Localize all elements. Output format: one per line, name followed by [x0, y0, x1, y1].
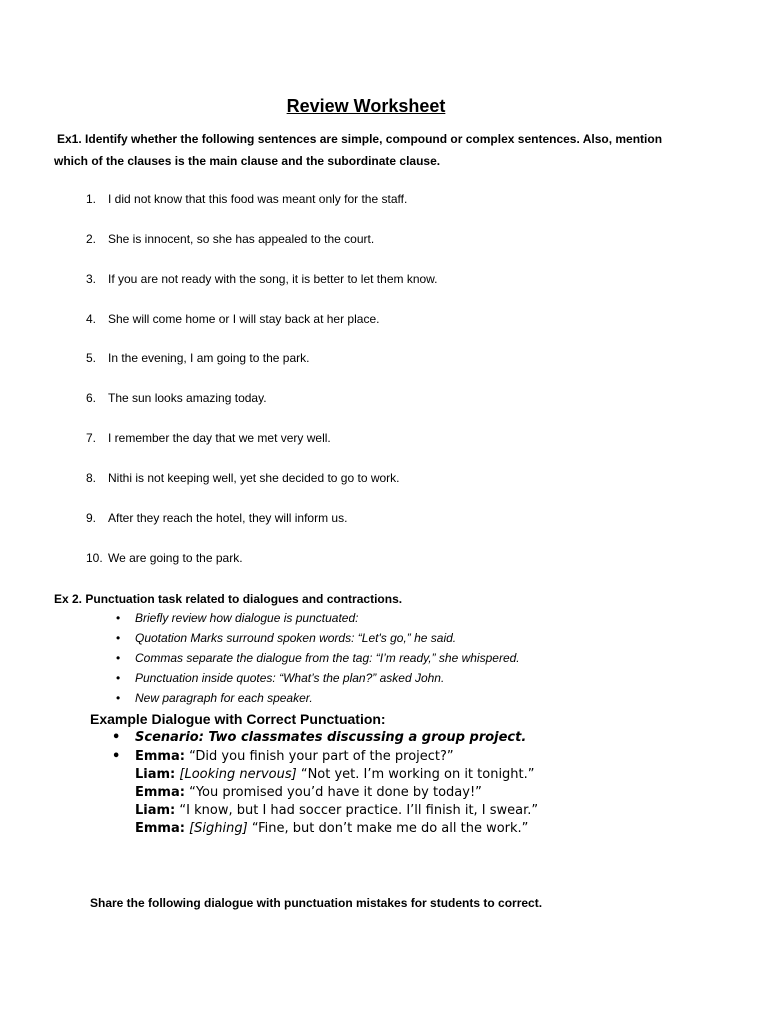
- example-dialogue-list: [112, 729, 538, 838]
- spoken-text: “You promised you’d have it done by today!”: [184, 785, 482, 800]
- list-item: [0, 549, 600, 567]
- list-item: [0, 190, 600, 208]
- item-text: Quotation Marks surround spoken words: “Let's go,” he said.: [135, 631, 457, 645]
- punctuation-review-list: [116, 609, 520, 709]
- item-text: If you are not ready with the song, it is better to let them know.: [108, 272, 438, 286]
- list-item: [116, 649, 520, 669]
- item-text: Nithi is not keeping well, yet she decided to go to work.: [108, 471, 400, 485]
- speaker-name: Emma:: [135, 749, 185, 764]
- spoken-text: “Fine, but don’t make me do all the work.”: [247, 821, 529, 836]
- bullet-icon: •: [116, 631, 121, 645]
- stage-direction: [Sighing]: [184, 821, 248, 836]
- stage-direction: [Looking nervous]: [175, 767, 297, 782]
- item-text: The sun looks amazing today.: [108, 391, 267, 405]
- item-number: 9.: [86, 511, 97, 525]
- item-text: In the evening, I am going to the park.: [108, 351, 310, 365]
- dialogue-line: [135, 802, 538, 820]
- item-number: 1.: [86, 192, 97, 206]
- bullet-icon: •: [112, 730, 121, 745]
- list-item: [0, 270, 600, 288]
- scenario-text: Scenario: Two classmates discussing a group project.: [135, 730, 527, 745]
- ex1-instruction-line1: Identify whether the following sentences are simple, compound or complex sentences. Also, mention: [85, 132, 663, 146]
- list-item: [0, 429, 600, 447]
- bullet-icon: •: [116, 691, 121, 705]
- list-item: [0, 349, 600, 367]
- speaker-name: Liam:: [135, 803, 176, 818]
- item-text: Briefly review how dialogue is punctuated:: [135, 611, 359, 625]
- item-text: She will come home or I will stay back at her place.: [108, 312, 380, 326]
- dialogue-line: [135, 784, 538, 802]
- bullet-icon: •: [116, 671, 121, 685]
- list-item: [0, 509, 600, 527]
- speaker-name: Emma:: [135, 785, 185, 800]
- item-text: I remember the day that we met very well.: [108, 431, 331, 445]
- share-instruction: Share the following dialogue with punctuation mistakes for students to correct.: [90, 896, 543, 910]
- item-number: 3.: [86, 272, 97, 286]
- dialogue-line: [135, 766, 538, 784]
- ex1-instruction-line2: which of the clauses is the main clause and the subordinate clause.: [54, 154, 441, 168]
- bullet-icon: •: [112, 749, 121, 764]
- item-number: 2.: [86, 232, 97, 246]
- dialogue-line: [135, 748, 538, 766]
- bullet-icon: •: [116, 651, 121, 665]
- ex1-instructions: [54, 128, 694, 172]
- dialogue-line: [135, 820, 538, 838]
- bullet-icon: •: [116, 611, 121, 625]
- ex1-label: Ex1.: [57, 132, 82, 146]
- list-item: [116, 609, 520, 629]
- list-item: [0, 310, 600, 328]
- item-text: I did not know that this food was meant only for the staff.: [108, 192, 408, 206]
- speaker-name: Emma:: [135, 821, 185, 836]
- spoken-text: “I know, but I had soccer practice. I’ll finish it, I swear.”: [175, 803, 539, 818]
- item-number: 5.: [86, 351, 97, 365]
- item-number: 6.: [86, 391, 97, 405]
- list-item: [116, 629, 520, 649]
- item-number: 7.: [86, 431, 97, 445]
- item-text: We are going to the park.: [108, 551, 243, 565]
- item-text: Punctuation inside quotes: “What’s the plan?” asked John.: [135, 671, 445, 685]
- item-text: New paragraph for each speaker.: [135, 691, 313, 705]
- item-text: She is innocent, so she has appealed to the court.: [108, 232, 375, 246]
- example-dialogue-heading: Example Dialogue with Correct Punctuation:: [90, 711, 386, 727]
- dialogue-item: [112, 748, 538, 838]
- list-item: [0, 389, 600, 407]
- list-item: [116, 669, 520, 689]
- item-text: Commas separate the dialogue from the tag: “I’m ready,” she whispered.: [135, 651, 520, 665]
- item-number: 4.: [86, 312, 97, 326]
- spoken-text: “Not yet. I’m working on it tonight.”: [296, 767, 535, 782]
- item-number: 10.: [86, 551, 103, 565]
- item-number: 8.: [86, 471, 97, 485]
- worksheet-title: Review Worksheet: [286, 96, 446, 116]
- list-item: [116, 689, 520, 709]
- ex2-heading: Ex 2. Punctuation task related to dialogues and contractions.: [54, 592, 403, 606]
- item-text: After they reach the hotel, they will inform us.: [108, 511, 348, 525]
- speaker-name: Liam:: [135, 767, 176, 782]
- list-item: [0, 469, 600, 487]
- spoken-text: “Did you finish your part of the project?”: [184, 749, 454, 764]
- scenario-item: [112, 729, 538, 748]
- list-item: [0, 230, 600, 248]
